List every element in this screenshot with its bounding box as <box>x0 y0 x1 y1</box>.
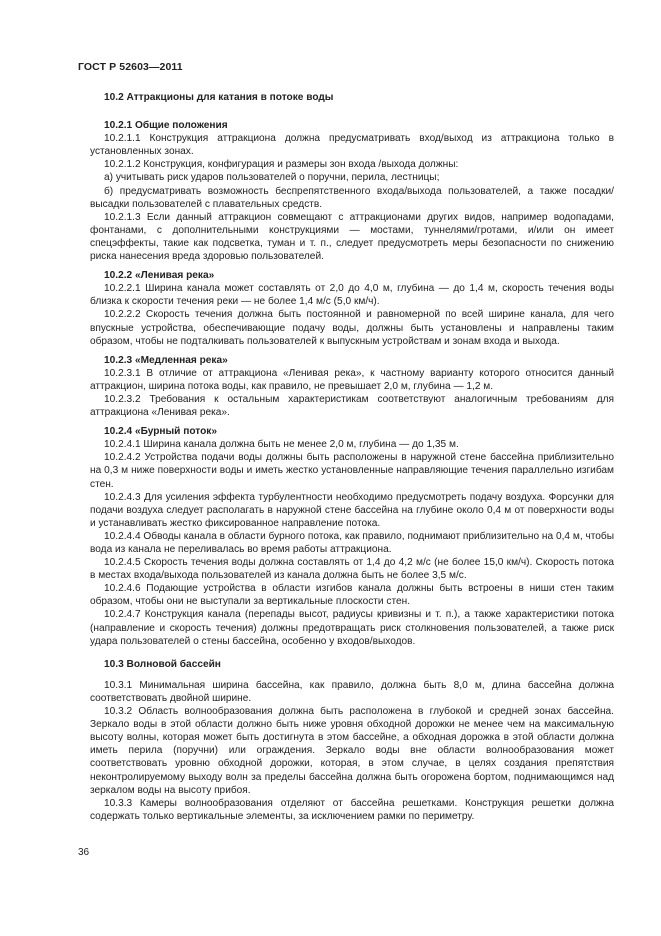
body-paragraph: 10.2.4.4 Обводы канала в области бурного потока, как правило, поднимают приблизительно на 0,4 м, чтобы вода из канала не переливалась во время работы аттракциона. <box>90 530 614 555</box>
body-paragraph: 10.2.3.2 Требования к остальным характеристикам соответствуют аналогичным требованиям для аттракциона «Ленивая река». <box>90 393 614 419</box>
section-heading: 10.2 Аттракционы для катания в потоке воды <box>104 92 334 103</box>
section-spacer <box>90 104 614 113</box>
body-paragraph: 10.2.4.5 Скорость течения воды должна составлять от 1,4 до 4,2 м/с (не более 15,0 км/ч). Скорость потока в местах входа/выхода пользователей из канала должна быть не более 3,5 м/с. <box>90 557 614 582</box>
body-paragraph: 10.2.4.3 Для усиления эффекта турбулентности необходимо предусмотреть подачу воздуха. Форсунки для подачи воздуха следует располагать в наружной стене бассейна на глубине около 0,4 м от поверхности воды и устанавливать жестко фиксированное направление потока. <box>90 491 614 529</box>
body-paragraph: 10.2.1.1 Конструкция аттракциона должна предусматривать вход/выход из аттракциона только в установленных зонах. <box>90 133 614 158</box>
body-paragraph: б) предусматривать возможность беспрепятственного входа/выхода пользователей, а также посадки/высадки пользователей с плавательных средств. <box>90 185 614 210</box>
section-heading: 10.2.1 Общие положения <box>104 120 228 132</box>
section-heading: 10.2.4 «Бурный поток» <box>104 426 217 438</box>
body-paragraph: 10.2.1.2 Конструкция, конфигурация и размеры зон входа /выхода должны: <box>104 159 459 171</box>
body-paragraph: 10.2.4.7 Конструкция канала (перепады высот, радиусы кривизны и т. п.), а также характеристики потока (направление и скорость течения) должны предотвращать риск столкновения пользователей, а также риск удара пользователей о стены бассейна, особенно у входов/выходов. <box>90 609 614 647</box>
body-paragraph: 10.2.2.1 Ширина канала может составлять от 2,0 до 4,0 м, глубина — до 1,4 м, скорость течения воды близка к скорости течения реки — не более 1,4 м/с (5,0 км/ч). <box>90 283 614 308</box>
document-header: ГОСТ Р 52603—2011 <box>78 61 183 73</box>
page-number: 36 <box>78 847 90 858</box>
document-body <box>90 91 614 823</box>
body-paragraph: 10.3.3 Камеры волнообразования отделяют от бассейна решетками. Конструкция решетки должна содержать только вертикальные элементы, за исключением рамки по периметру. <box>90 797 614 822</box>
body-paragraph: 10.3.2 Область волнообразования должна быть расположена в глубокой и средней зонах бассейна. Зеркало воды в этой области должно быть ниже уровня обходной дорожки не менее чем на максимальную высоту волны, которая может быть достигнута в этом бассейне, а обходная дорожка в этой области должна иметь перила (поручни) или ограждения. Зеркало воды вне области волнообразования может соответствовать уровню обходной дорожки, которая, в этом случае, в целях создания препятствия неконтролируемому выходу волн за пределы бассейна должна быть огорожена бортом, поднимающимся над зеркалом воды на высоту прибоя. <box>90 706 614 796</box>
body-paragraph: 10.2.1.3 Если данный аттракцион совмещают с аттракционами других видов, например водопадами, фонтанами, с дополнительными конструкциями — мостами, туннелями/гротами, и/или он имеет спецэффекты, такие как подсветка, туман и т. п., следует предусмотреть меры безопасности по снижению риска нанесения вреда здоровью пользователей. <box>90 211 614 263</box>
section-heading: 10.2.2 «Ленивая река» <box>104 270 215 282</box>
body-paragraph: 10.3.1 Минимальная ширина бассейна, как правило, должна быть 8,0 м, длина бассейна должна соответствовать двойной ширине. <box>90 679 614 704</box>
body-paragraph: 10.2.2.2 Скорость течения должна быть постоянной и равномерной по всей ширине канала, для чего впускные устройства, обеспечивающие подачу воды, должны быть установлены и направлены таким образом, чтобы не подталкивать пользователей к выпускным устройствам и зонам входа и выхода. <box>90 309 614 347</box>
body-paragraph: 10.2.3.1 В отличие от аттракциона «Ленивая река», к частному варианту которого относится данный аттракцион, ширина потока воды, как правило, не превышает 2,0 м, глубина — 1,2 м. <box>90 367 614 392</box>
body-paragraph: 10.2.4.1 Ширина канала должна быть не менее 2,0 м, глубина — до 1,35 м. <box>104 439 459 451</box>
body-paragraph: 10.2.4.2 Устройства подачи воды должны быть расположены в наружной стене бассейна приблизительно на 0,3 м ниже поверхности воды и иметь жестко установленные направляющие течения параллельно изгибам стен. <box>90 452 614 490</box>
body-paragraph: 10.2.4.6 Подающие устройства в области изгибов канала должны быть встроены в ниши стен таким образом, чтобы они не выступали за вертикальные плоскости стен. <box>90 583 614 608</box>
section-heading: 10.3 Волновой бассейн <box>104 658 221 670</box>
section-heading: 10.2.3 «Медленная река» <box>104 354 228 366</box>
body-paragraph: а) учитывать риск ударов пользователей о поручни, перила, лестницы; <box>104 172 440 184</box>
